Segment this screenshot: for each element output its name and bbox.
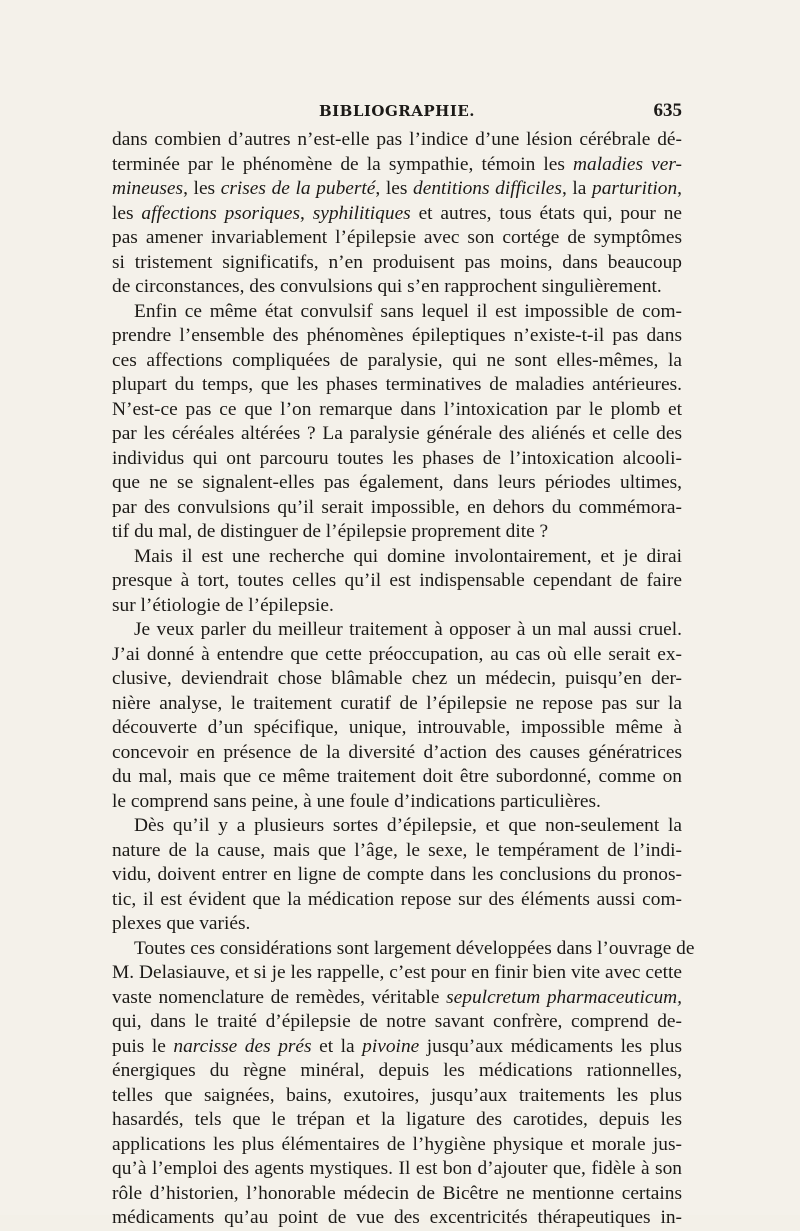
text-line (112, 422, 682, 447)
text-line (112, 373, 682, 398)
text-line (112, 1133, 682, 1158)
text-segment: telles que saignées, bains, exutoires, jusqu’aux traitements les plus (112, 1084, 682, 1106)
text-segment: jusqu’aux médicaments les plus (419, 1035, 683, 1057)
text-segment: Je veux parler du meilleur traitement à opposer à un mal aussi cruel. (134, 619, 682, 640)
italic-segment: sepulcretum pharmaceuticum, (446, 986, 682, 1008)
text-line (112, 1182, 682, 1207)
text-segment: J’ai donné à entendre que cette préoccupation, au cas où elle serait ex- (112, 643, 682, 665)
text-line (112, 765, 682, 790)
text-segment: du mal, mais que ce même traitement doit être subordonné, comme on (112, 766, 682, 787)
italic-segment: narcisse des prés (173, 1035, 312, 1057)
text-segment: les (112, 202, 142, 224)
text-line (112, 618, 682, 643)
page-header (112, 98, 682, 128)
text-segment: presque à tort, toutes celles qu’il est indispensable cependant de faire (112, 570, 682, 591)
text-segment: plupart du temps, que les phases terminatives de maladies antérieures. (112, 374, 682, 395)
text-segment: tif du mal, de distinguer de l’épilepsie proprement dite ? (112, 521, 549, 542)
text-segment: nature de la cause, mais que l’âge, le sexe, le tempérament de l’indi- (112, 839, 682, 861)
text-line (112, 1084, 682, 1109)
text-segment: que ne se signalent-elles pas également, dans leurs périodes ultimes, (112, 472, 682, 493)
text-segment: Enfin ce même état convulsif sans lequel il est impossible de com- (134, 300, 682, 322)
text-segment: , la (561, 178, 593, 199)
text-segment: , (300, 202, 313, 224)
text-line (112, 594, 682, 619)
text-line (112, 300, 682, 325)
text-line (112, 643, 682, 668)
text-line (112, 716, 682, 741)
text-segment: énergiques du règne minéral, depuis les médications rationnelles, (112, 1060, 682, 1081)
text-segment: , (677, 178, 682, 199)
italic-segment: dentitions difficiles (413, 178, 562, 199)
text-segment: N’est-ce pas ce que l’on remarque dans l’intoxication par le plomb et (112, 398, 682, 420)
text-line (112, 667, 682, 692)
text-segment: ces affections compliquées de paralysie, qui ne sont elles-mêmes, la (112, 349, 682, 371)
text-segment: tic, il est évident que la médication repose sur des éléments aussi com- (112, 888, 682, 910)
text-segment: M. Delasiauve, et si je les rappelle, c’est pour en finir bien vite avec cette (112, 962, 682, 983)
text-segment: applications les plus élémentaires de l’hygiène physique et morale jus- (112, 1133, 682, 1155)
text-segment: dans combien d’autres n’est-elle pas l’indice d’une lésion cérébrale dé- (112, 129, 682, 150)
text-segment: de circonstances, des convulsions qui s’en rapprochent singulièrement. (112, 276, 662, 297)
italic-segment: crises de la puberté (220, 178, 376, 199)
text-line (112, 471, 682, 496)
text-segment: qu’à l’emploi des agents mystiques. Il est bon d’ajouter que, fidèle à son (112, 1158, 682, 1179)
text-line (112, 1010, 682, 1035)
text-line (112, 251, 682, 276)
text-segment: , les (375, 178, 414, 199)
text-segment: rôle d’historien, l’honorable médecin de Bicêtre ne mentionne certains (112, 1182, 682, 1204)
text-line (112, 741, 682, 766)
text-line (112, 447, 682, 472)
italic-segment: parturition (592, 178, 678, 199)
text-segment: si tristement significatifs, n’en produisent pas moins, dans beaucoup (112, 251, 682, 273)
text-line (112, 961, 682, 986)
text-line (112, 814, 682, 839)
text-segment: qui, dans le traité d’épilepsie de notre savant confrère, comprend de- (112, 1011, 682, 1032)
text-segment: médicaments qu’au point de vue des excentricités thérapeutiques in- (112, 1207, 682, 1228)
text-segment: par des convulsions qu’il serait impossible, en dehors du commémora- (112, 496, 682, 518)
text-segment: prendre l’ensemble des phénomènes épileptiques n’existe-t-il pas dans (112, 325, 682, 346)
text-segment: hasardés, tels que le trépan et la ligature des carotides, depuis les (112, 1109, 682, 1130)
text-line (112, 324, 682, 349)
text-segment: puis le (112, 1035, 174, 1057)
text-segment: pas amener invariablement l’épilepsie avec son cortége de symptômes (112, 227, 682, 248)
text-line (112, 692, 682, 717)
italic-segment: affections psoriques (141, 202, 301, 224)
text-line (112, 202, 682, 227)
text-line (112, 496, 682, 521)
page-number: 635 (653, 100, 682, 121)
text-line (112, 226, 682, 251)
text-segment: par les céréales altérées ? La paralysie générale des aliénés et celle des (112, 423, 682, 444)
text-segment: , les (183, 178, 221, 199)
text-segment: et la (311, 1035, 363, 1057)
text-line (112, 1108, 682, 1133)
text-segment: vaste nomenclature de remèdes, véritable (112, 986, 447, 1008)
text-line (112, 153, 682, 178)
text-segment: et autres, tous états qui, pour ne (410, 202, 683, 224)
text-line (112, 1035, 682, 1060)
text-line (112, 912, 682, 937)
text-line (112, 1157, 682, 1182)
running-title: BIBLIOGRAPHIE. (318, 102, 476, 120)
text-line (112, 888, 682, 913)
text-line (112, 1206, 682, 1231)
text-line (112, 790, 682, 815)
text-segment: Dès qu’il y a plusieurs sortes d’épilepsie, et que non-seulement la (134, 815, 682, 836)
text-segment: individus qui ont parcouru toutes les phases de l’intoxication alcooli- (112, 447, 682, 469)
text-segment: le comprend sans peine, à une foule d’indications particulières. (112, 790, 601, 812)
text-segment: vidu, doivent entrer en ligne de compte dans les conclusions du pronos- (112, 864, 682, 885)
text-line (112, 398, 682, 423)
text-line (112, 1059, 682, 1084)
italic-segment: mineuses (112, 178, 184, 199)
text-segment: nière analyse, le traitement curatif de l’épilepsie ne repose pas sur la (112, 692, 682, 714)
body-text (112, 128, 695, 1231)
text-segment: Toutes ces considérations sont largement développées dans l’ouvrage de (134, 937, 695, 959)
text-line (112, 275, 682, 300)
text-segment: concevoir en présence de la diversité d’action des causes génératrices (112, 741, 682, 763)
text-line (112, 986, 682, 1011)
text-line (112, 569, 682, 594)
text-segment: clusive, deviendrait chose blâmable chez un médecin, puisqu’en der- (112, 668, 682, 689)
text-segment: découverte d’un spécifique, unique, introuvable, impossible même à (112, 717, 682, 738)
text-line (112, 545, 682, 570)
text-line (112, 937, 695, 962)
text-line (112, 128, 682, 153)
text-segment: Mais il est une recherche qui domine involontairement, et je dirai (134, 545, 682, 567)
text-line (112, 863, 682, 888)
text-segment: sur l’étiologie de l’épilepsie. (112, 594, 334, 616)
italic-segment: maladies ver- (573, 153, 682, 175)
italic-segment: pivoine (362, 1035, 420, 1057)
text-line (112, 349, 682, 374)
text-line (112, 177, 682, 202)
text-segment: terminée par le phénomène de la sympathie, témoin les (112, 153, 574, 175)
text-line (112, 839, 682, 864)
italic-segment: syphilitiques (312, 202, 411, 224)
text-segment: plexes que variés. (112, 913, 251, 934)
text-line (112, 520, 682, 545)
